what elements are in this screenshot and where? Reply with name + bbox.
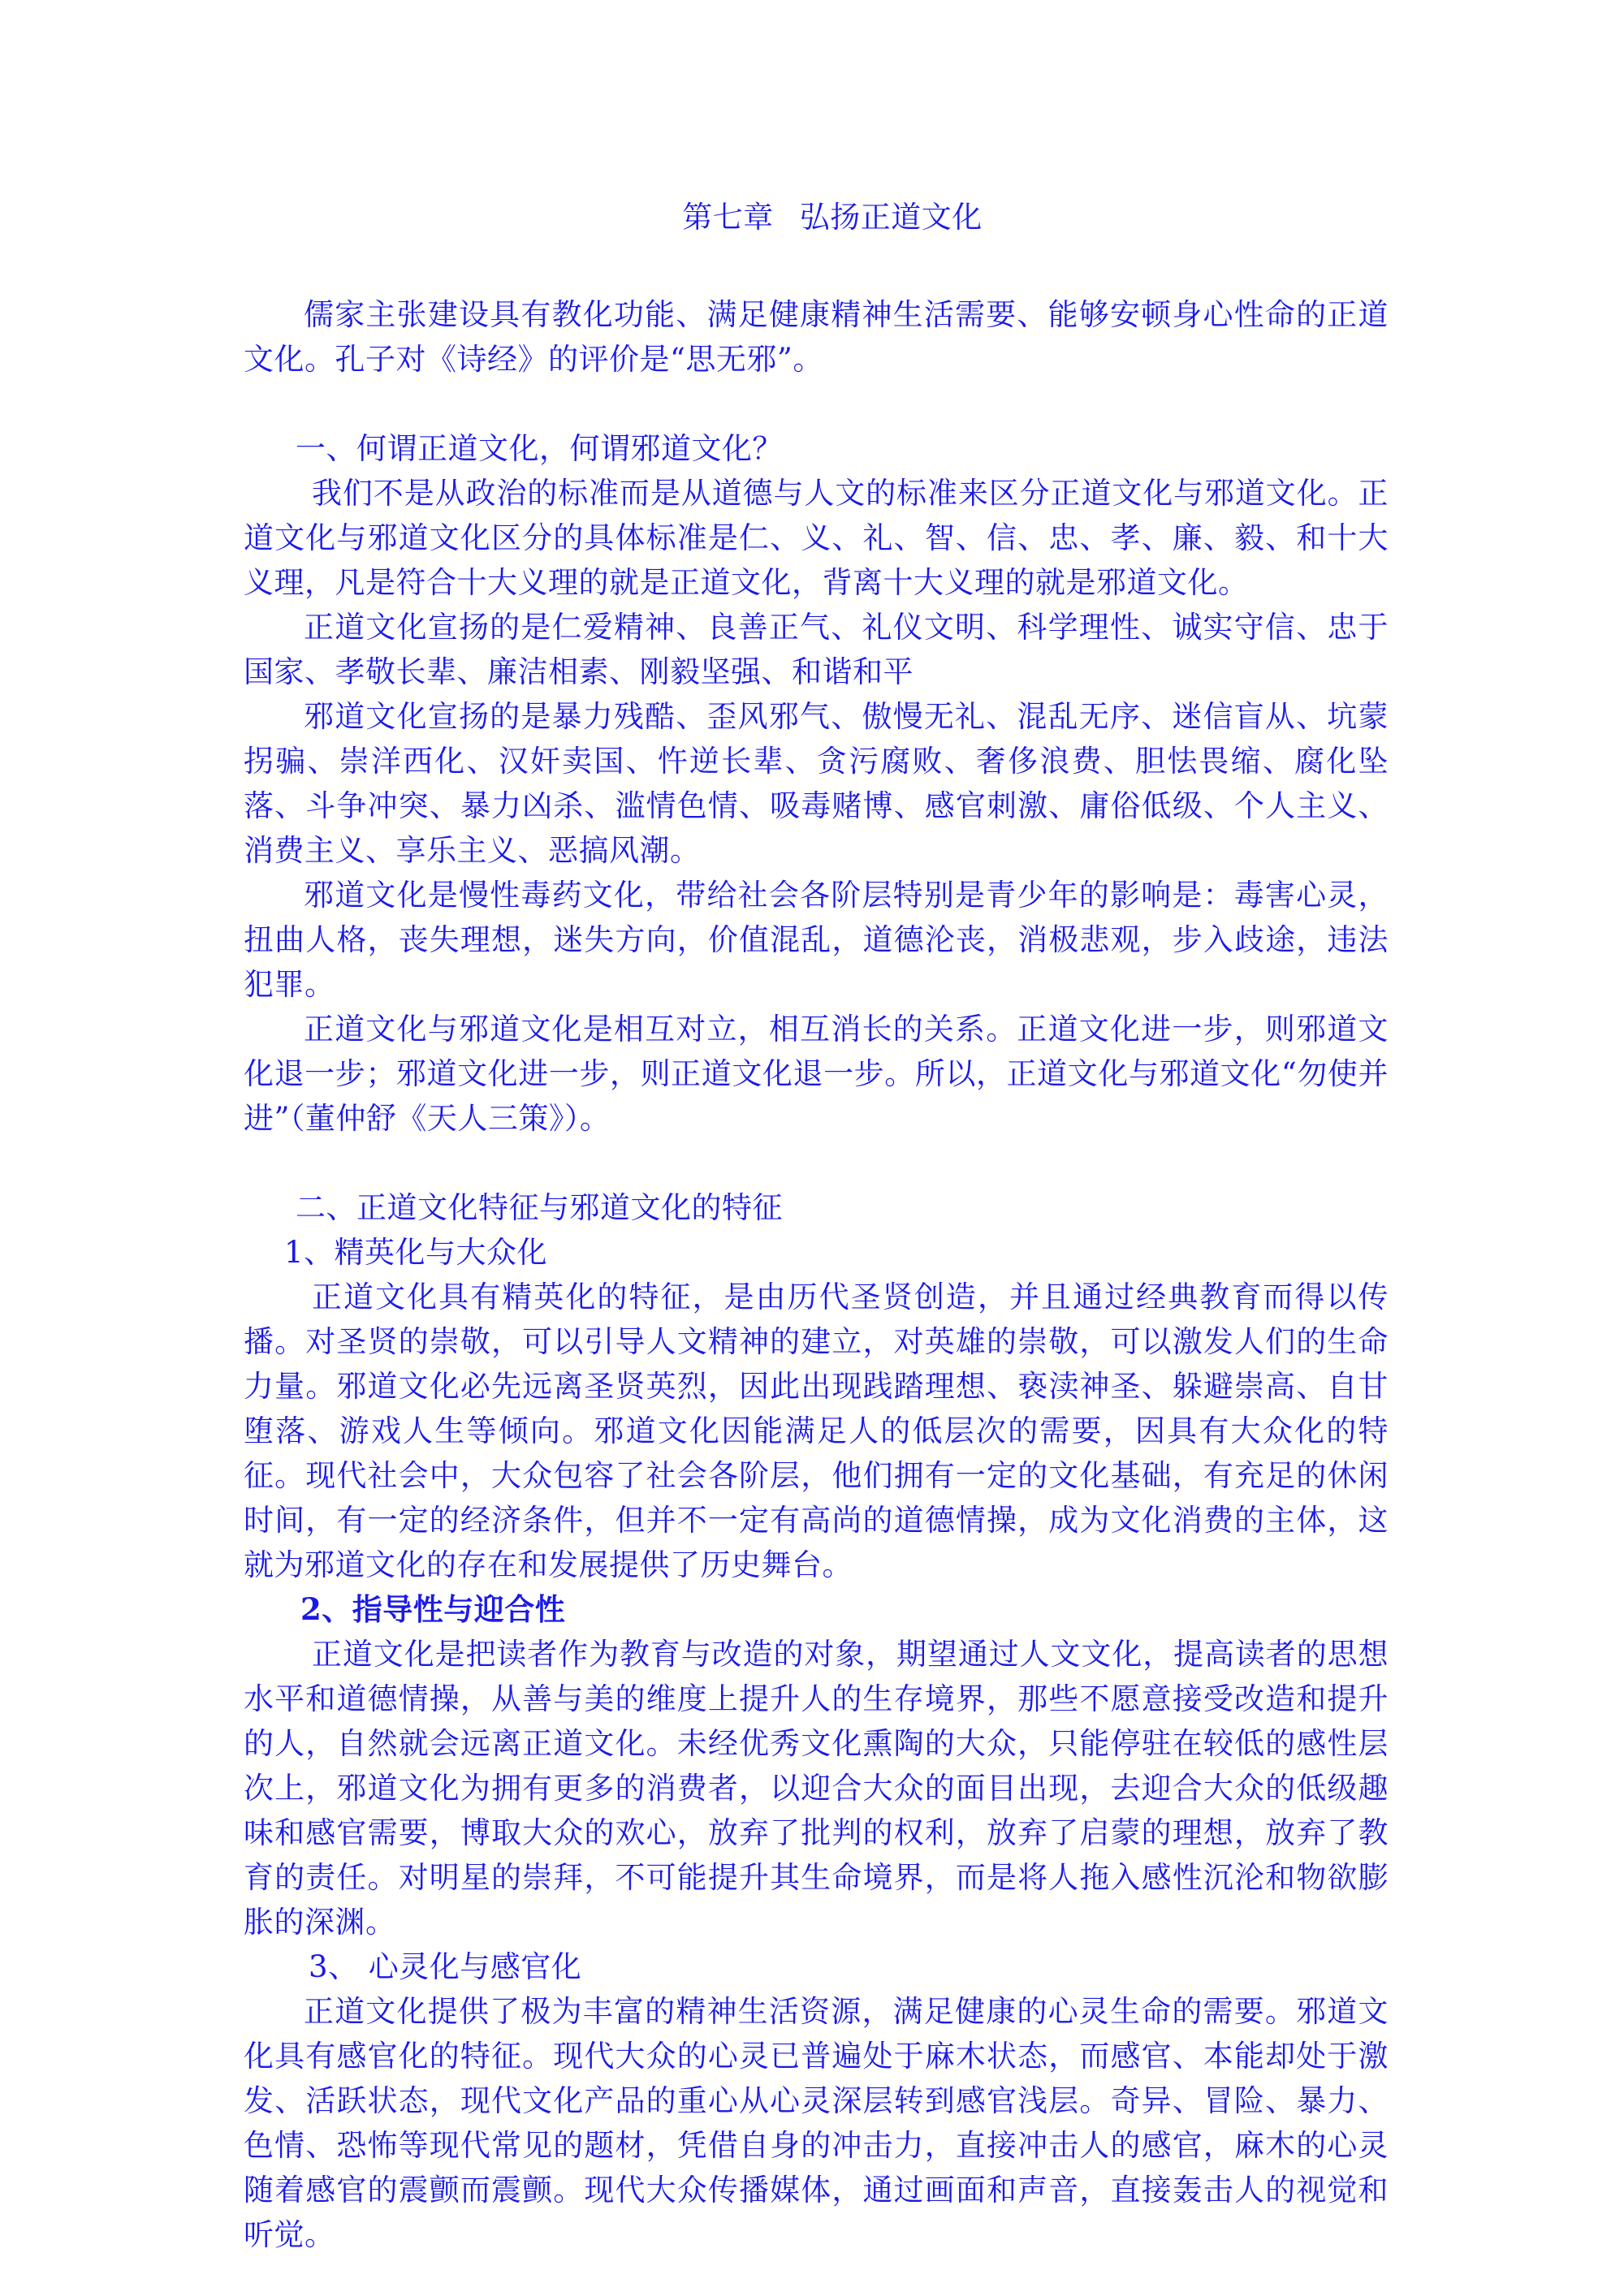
spacer [244, 382, 1389, 426]
subsection1-heading: 1、精英化与大众化 [284, 1235, 548, 1270]
spacer [244, 1141, 1389, 1185]
section1-heading: 一、何谓正道文化，何谓邪道文化？ [296, 431, 783, 466]
intro-paragraph: 儒家主张建设具有教化功能、满足健康精神生活需要、能够安顿身心性命的正道文化。孔子对《诗经》的评价是“思无邪”。 [244, 297, 1389, 377]
chapter-title [276, 195, 1389, 240]
section1-paragraph-1: 我们不是从政治的标准而是从道德与人文的标准来区分正道文化与邪道文化。正道文化与邪道文化区分的具体标准是仁、义、礼、智、信、忠、孝、廉、毅、和十大义理，凡是符合十大义理的就是正道文化，背离十大义理的就是邪道文化。 [244, 476, 1389, 600]
section1-paragraph-2: 正道文化宣扬的是仁爱精神、良善正气、礼仪文明、科学理性、诚实守信、忠于国家、孝敬长辈、廉洁相素、刚毅坚强、和谐和平 [244, 610, 1389, 689]
section2-heading: 二、正道文化特征与邪道文化的特征 [296, 1190, 783, 1225]
chapter-name: 弘扬正道文化 [799, 200, 983, 235]
subsection1-paragraph: 正道文化具有精英化的特征，是由历代圣贤创造，并且通过经典教育而得以传播。对圣贤的崇敬，可以引导人文精神的建立，对英雄的崇敬，可以激发人们的生命力量。邪道文化必先远离圣贤英烈，因此出现践踏理想、亵渎神圣、躲避崇高、自甘堕落、游戏人生等倾向。邪道文化因能满足人的低层次的需要，因具有大众化的特征。现代社会中，大众包容了社会各阶层，他们拥有一定的文化基础，有充足的休闲时间，有一定的经济条件，但并不一定有高尚的道德情操，成为文化消费的主体，这就为邪道文化的存在和发展提供了历史舞台。 [244, 1280, 1389, 1582]
section1-paragraph-3: 邪道文化宣扬的是暴力残酷、歪风邪气、傲慢无礼、混乱无序、迷信盲从、坑蒙拐骗、崇洋西化、汉奸卖国、忤逆长辈、贪污腐败、奢侈浪费、胆怯畏缩、腐化坠落、斗争冲突、暴力凶杀、滥情色情、吸毒赌博、感官刺激、庸俗低级、个人主义、消费主义、享乐主义、恶搞风潮。 [244, 699, 1389, 868]
subsection3-paragraph: 正道文化提供了极为丰富的精神生活资源，满足健康的心灵生命的需要。邪道文化具有感官化的特征。现代大众的心灵已普遍处于麻木状态，而感官、本能却处于激发、活跃状态，现代文化产品的重心从心灵深层转到感官浅层。奇异、冒险、暴力、色情、恐怖等现代常见的题材，凭借自身的冲击力，直接冲击人的感官，麻木的心灵随着感官的震颤而震颤。现代大众传播媒体，通过画面和声音，直接轰击人的视觉和听觉。 [244, 1994, 1389, 2252]
subsection3-heading: 3、 心灵化与感官化 [309, 1949, 582, 1984]
subsection2-paragraph: 正道文化是把读者作为教育与改造的对象，期望通过人文文化，提高读者的思想水平和道德情操，从善与美的维度上提升人的生存境界，那些不愿意接受改造和提升的人，自然就会远离正道文化。未经优秀文化熏陶的大众，只能停驻在较低的感性层次上，邪道文化为拥有更多的消费者，以迎合大众的面目出现，去迎合大众的低级趣味和感官需要，博取大众的欢心，放弃了批判的权利，放弃了启蒙的理想，放弃了教育的责任。对明星的崇拜，不可能提升其生命境界，而是将人拖入感性沉沦和物欲膨胀的深渊。 [244, 1637, 1389, 1940]
document-page [244, 195, 1389, 2257]
section1-paragraph-4: 邪道文化是慢性毒药文化，带给社会各阶层特别是青少年的影响是：毒害心灵，扭曲人格，丧失理想，迷失方向，价值混乱，道德沦丧，消极悲观，步入歧途，违法犯罪。 [244, 878, 1389, 1002]
section1-paragraph-5: 正道文化与邪道文化是相互对立，相互消长的关系。正道文化进一步，则邪道文化退一步；邪道文化进一步，则正道文化退一步。所以，正道文化与邪道文化“勿使并进”（董仲舒《天人三策》）。 [244, 1012, 1389, 1136]
chapter-number: 第七章 [682, 200, 774, 235]
subsection2-heading: 2、指导性与迎合性 [300, 1591, 566, 1627]
